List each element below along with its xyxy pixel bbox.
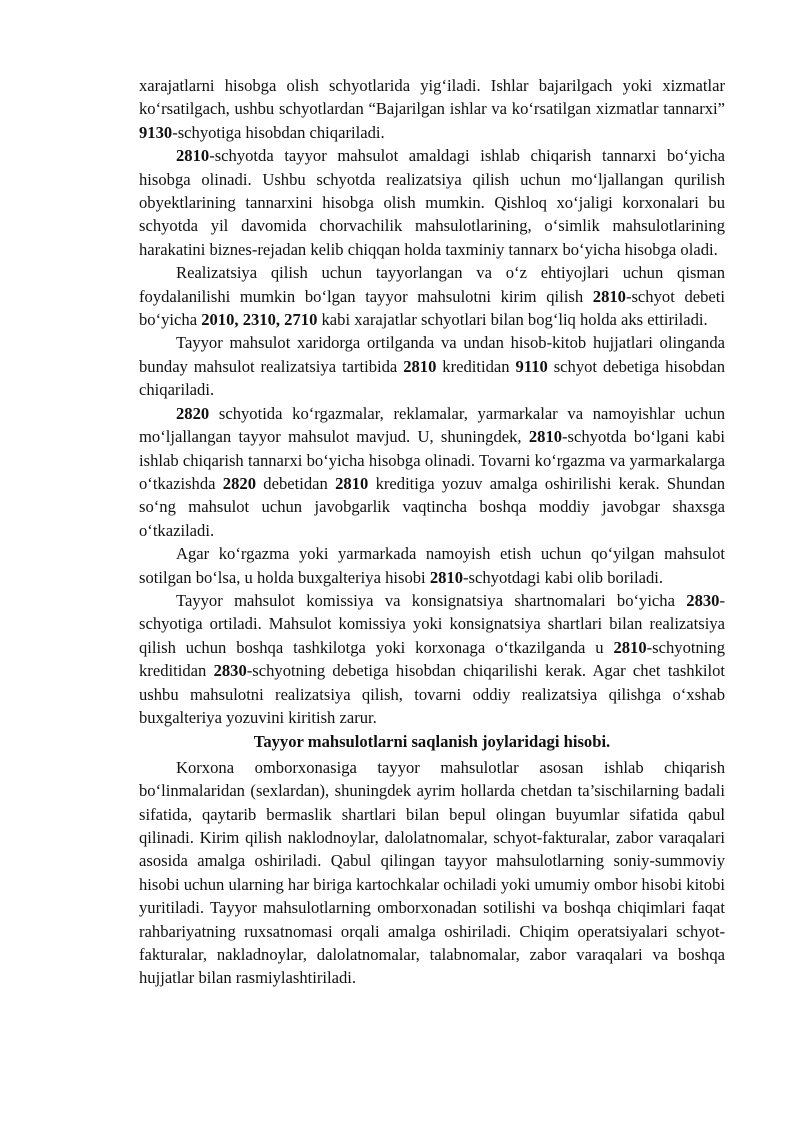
account-number: 2820: [176, 403, 210, 423]
text-run: Agar ko‘rgazma yoki yarmarkada namoyish etish uchun qo‘yilgan mahsulot sotilgan bo‘lsa, u holda buxgalteriya hisobi: [139, 544, 725, 587]
text-run: Tayyor mahsulot xaridorga ortilganda va undan hisob-kitob hujjatlari olinganda bunday mahsulot realizatsiya tartibida: [139, 333, 725, 376]
text-run: -schyotiga ortiladi. Mahsulot komissiya yoki konsignatsiya shartlari bilan realizatsiya qilish uchun boshqa tashkilotga yoki korxonaga o‘tkazilganda u: [139, 590, 725, 657]
text-run: -schyotda bo‘lgani kabi ishlab chiqarish tannarxi bo‘yicha hisobga olinadi. Tovarni ko‘rgazma va yarmarkalarga o‘tkazishda: [139, 427, 725, 493]
document-page: [139, 74, 725, 990]
section-heading: Tayyor mahsulotlarni saqlanish joylaridagi hisobi.: [253, 732, 611, 752]
paragraph: [139, 589, 725, 729]
paragraph: [139, 756, 725, 990]
text-run: xarajatlarni hisobga olish schyotlarida yig‘iladi. Ishlar bajarilgach yoki xizmatlar ko‘rsatilgach, ushbu schyotlardan “Bajarilgan ishlar va ko‘rsatilgan xizmatlar tannarxi”: [139, 76, 725, 119]
text-run: schyot debetiga hisobdan chiqariladi.: [139, 356, 725, 400]
text-run: kreditidan: [436, 356, 516, 376]
text-run: -schyotdagi kabi olib boriladi.: [463, 567, 664, 587]
text-run: kabi xarajatlar schyotlari bilan bog‘liq holda aks ettiriladi.: [317, 310, 708, 330]
account-number: 2810: [335, 473, 369, 493]
paragraph: [139, 144, 725, 261]
document-body-continued: [139, 756, 725, 990]
text-run: schyotida ko‘rgazmalar, reklamalar, yarmarkalar va namoyishlar uchun mo‘ljallangan tayyor mahsulot mavjud. U, shuningdek,: [139, 403, 725, 447]
account-number: 2810: [429, 567, 463, 587]
text-run: -schyot debeti bo‘yicha: [139, 286, 725, 330]
account-number: 2810: [613, 637, 647, 657]
account-number: 2820: [222, 473, 256, 493]
text-run: -schyotning debetiga hisobdan chiqarilishi kerak. Agar chet tashkilot ushbu mahsulotni realizatsiya qilish, tovarni oddiy realizatsiya qilishga o‘xshab buxgalteriya yozuvini kiritish zarur.: [139, 661, 725, 727]
account-number: 2010, 2310, 2710: [201, 310, 318, 330]
account-number: 2830: [686, 590, 720, 610]
text-run: -schyotiga hisobdan chiqariladi.: [172, 122, 385, 142]
text-run: -schyotning kreditidan: [139, 637, 725, 681]
text-run: -schyotda tayyor mahsulot amaldagi ishlab chiqarish tannarxi bo‘yicha hisobga olinadi. Ushbu schyotda realizatsiya qilish uchun mo‘ljallangan qurilish obyektlarining tannarxini hisobga olish mumkin. Qishloq xo‘jaligi korxonalari bu schyotda yil davomida chorvachilik mahsulotlarining, o‘simlik mahsulotlarining harakatini biznes-rejadan kelib chiqqan holda taxminiy tannarx bo‘yicha hisobga oladi.: [139, 146, 725, 259]
account-number: 9110: [515, 356, 548, 376]
account-number: 2810: [592, 286, 626, 306]
account-number: 2810: [403, 356, 437, 376]
text-run: Realizatsiya qilish uchun tayyorlangan va o‘z ehtiyojlari uchun qisman foydalanilishi mumkin bo‘lgan tayyor mahsulotni kirim qilish: [139, 263, 725, 306]
text-run: kreditiga yozuv amalga oshirilishi kerak. Shundan so‘ng mahsulot uchun javobgarlik vaqtincha boshqa moddiy javobgar shaxsga o‘tkaziladi.: [139, 473, 725, 540]
paragraph: [139, 402, 725, 542]
paragraph: [139, 74, 725, 144]
text-run: debetidan: [255, 473, 336, 493]
paragraph: [139, 261, 725, 331]
paragraph: [139, 542, 725, 589]
text-run: Korxona omborxonasiga tayyor mahsulotlar asosan ishlab chiqarish bo‘linmalaridan (sexlardan), shuningdek ayrim hollarda chetdan ta’sischilarning badali sifatida, qaytarib bermaslik shartlari bilan bepul olingan buyumlar sifatida qabul qilinadi. Kirim qilish naklodnoylar, dalolatnomalar, schyot-fakturalar, zabor varaqalari asosida amalga oshiriladi. Qabul qilingan tayyor mahsulotlarning soniy-summoviy hisobi uchun ularning har biriga kartochkalar ochiladi yoki umumiy ombor hisobi kitobi yuritiladi. Tayyor mahsulotlarning omborxonadan sotilishi va boshqa chiqimlari faqat rahbariyatning ruxsatnomasi orqali amalga oshiriladi. Chiqim operatsiyalari schyot-fakturalar, nakladnoylar, dalolatnomalar, talabnomalar, zabor varaqalari va boshqa hujjatlar bilan rasmiylashtiriladi.: [139, 757, 725, 988]
text-run: Tayyor mahsulot komissiya va konsignatsiya shartnomalari bo‘yicha: [176, 590, 687, 610]
account-number: 2830: [213, 661, 247, 681]
paragraph: [139, 331, 725, 401]
account-number: 9130: [139, 122, 173, 142]
document-body: [139, 74, 725, 729]
account-number: 2810: [528, 427, 563, 447]
account-number: 2810: [176, 146, 210, 166]
